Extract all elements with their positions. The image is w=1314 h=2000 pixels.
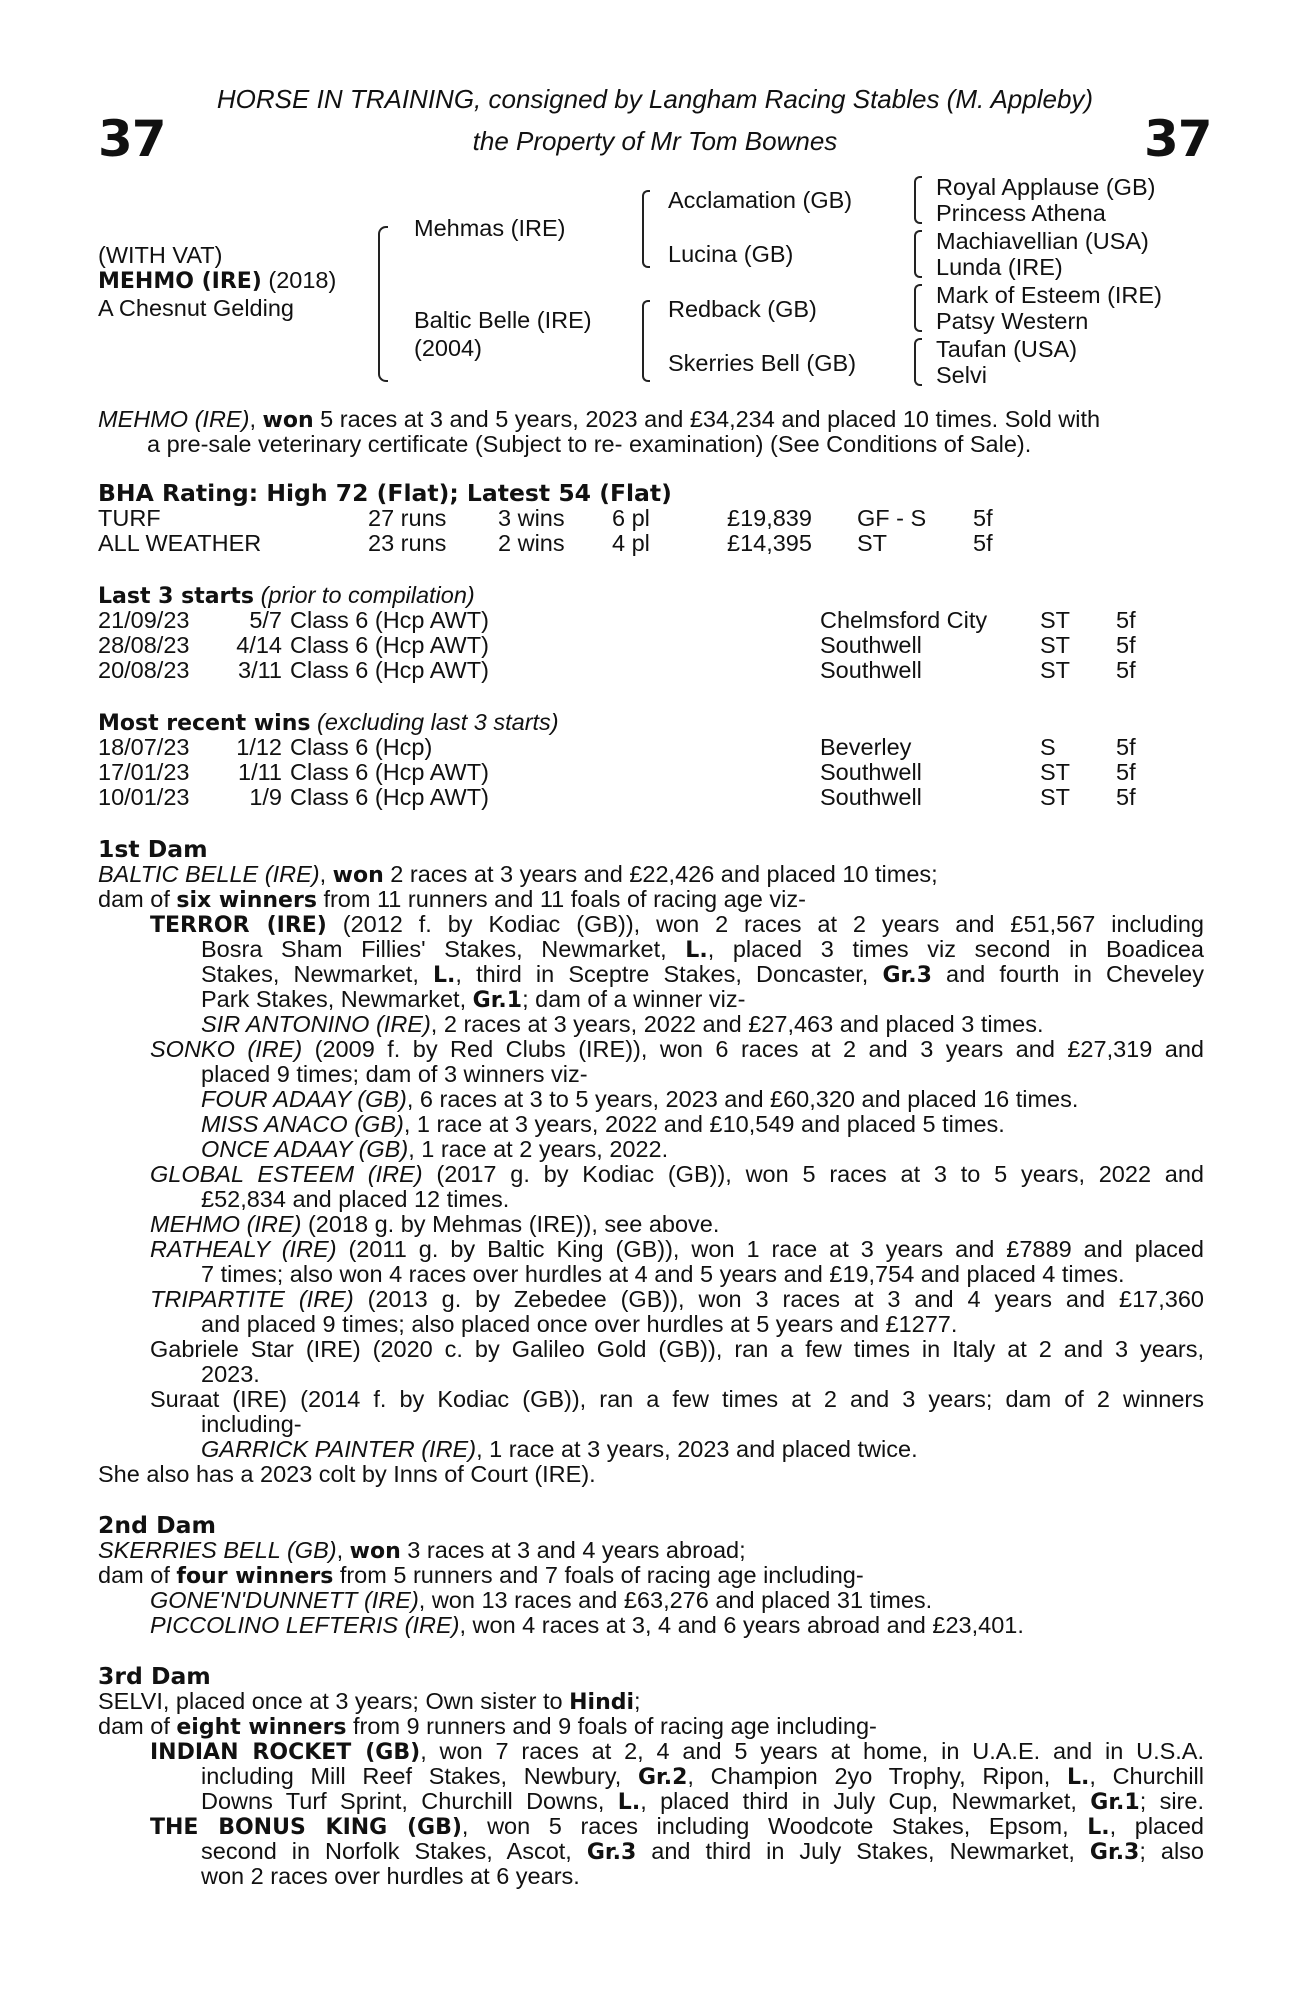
- rating-distance: 5f: [973, 505, 993, 531]
- recent-heading-line: [98, 710, 559, 737]
- property-line: the Property of Mr Tom Bownes: [472, 126, 838, 156]
- pedigree-g3: Machiavellian (USA): [936, 228, 1149, 254]
- bonus-king-line-3: won 2 races over hurdles at 6 years.: [201, 1863, 580, 1889]
- sonko-line-2: placed 9 times; dam of 3 winners viz-: [201, 1061, 588, 1087]
- pedigree-brace-5: [914, 230, 922, 278]
- race-position: 5/7: [249, 607, 282, 633]
- text: dam of: [98, 1562, 177, 1588]
- rating-going: ST: [857, 530, 888, 556]
- text: , won 5 races including Woodcote Stakes, Epsom,: [461, 1813, 1088, 1839]
- race-date: 21/09/23: [98, 607, 190, 633]
- won-label: won: [349, 1539, 401, 1564]
- miss-anaco-line: [201, 1112, 1005, 1138]
- race-position: 1/12: [236, 734, 282, 760]
- race-course: Southwell: [820, 759, 922, 785]
- text: second in Norfolk Stakes, Ascot,: [201, 1838, 587, 1864]
- rathealy-line-2: 7 times; also won 4 races over hurdles at 4 and 5 years and £19,754 and placed 4 times.: [201, 1261, 1125, 1287]
- text: (2012 f. by Kodiac (GB)), won 2 races at 2 years and £51,567 including: [326, 911, 1204, 937]
- rating-runs: 23 runs: [368, 530, 447, 556]
- rating-surface: ALL WEATHER: [98, 530, 262, 556]
- recent-note: (excluding last 3 starts): [317, 709, 559, 735]
- race-going: ST: [1040, 632, 1071, 658]
- race-grade: Gr.3: [1089, 1840, 1140, 1865]
- dam-record: 3 races at 3 and 4 years abroad;: [400, 1537, 746, 1563]
- sonko-line-1: [150, 1037, 1204, 1063]
- progeny-name: FOUR ADAAY (GB): [201, 1086, 407, 1112]
- race-class: Class 6 (Hcp AWT): [290, 657, 489, 683]
- text: , 1 race at 3 years, 2023 and placed twice.: [476, 1436, 918, 1462]
- race-grade: Gr.1: [1090, 1790, 1140, 1815]
- pedigree-g1: Royal Applause (GB): [936, 174, 1156, 200]
- suraat-line-1: Suraat (IRE) (2014 f. by Kodiac (GB)), ran a few times at 2 and 3 years; dam of 2 winners: [150, 1386, 1204, 1412]
- progeny-name: TERROR (IRE): [150, 913, 327, 938]
- text: and third in July Stakes, Newmarket,: [636, 1838, 1090, 1864]
- text: , won 4 races at 3, 4 and 6 years abroad and £23,401.: [459, 1612, 1024, 1638]
- pedigree-brace-6: [914, 284, 922, 332]
- four-adaay-line: [201, 1087, 1078, 1113]
- bonus-king-line-2: [201, 1839, 1204, 1866]
- dam2-line-2: [98, 1563, 864, 1590]
- dam3-heading: 3rd Dam: [98, 1662, 211, 1690]
- pedigree-brace-1: [378, 226, 388, 382]
- rating-placed: 4 pl: [612, 530, 650, 556]
- dam3-line-2: [98, 1714, 877, 1741]
- sir-antonino-line: [201, 1012, 1044, 1038]
- progeny-name: GLOBAL ESTEEM (IRE): [150, 1161, 423, 1187]
- pedigree-g5: Mark of Esteem (IRE): [936, 282, 1162, 308]
- text: (2013 g. by Zebedee (GB)), won 3 races at 3 and 4 years and £17,360: [353, 1286, 1204, 1312]
- global-esteem-line-2: £52,834 and placed 12 times.: [201, 1186, 510, 1212]
- race-class: Class 6 (Hcp AWT): [290, 784, 489, 810]
- pedigree-brace-7: [914, 338, 922, 386]
- pedigree-g4: Lunda (IRE): [936, 254, 1063, 280]
- progeny-name: RATHEALY (IRE): [150, 1236, 337, 1262]
- dam2-heading: 2nd Dam: [98, 1511, 216, 1539]
- pedigree-dam-sire: Redback (GB): [668, 296, 817, 322]
- terror-line-4: [201, 987, 745, 1014]
- text: Park Stakes, Newmarket,: [201, 986, 473, 1012]
- summary-line-1: MEHMO (IRE), won 5 races at 3 and 5 years, 2023 and £34,234 and placed 10 times. Sold with: [98, 406, 1101, 433]
- race-grade: Gr.3: [882, 963, 932, 988]
- progeny-name: INDIAN ROCKET (GB): [150, 1740, 421, 1765]
- race-distance: 5f: [1116, 759, 1136, 785]
- race-position: 3/11: [238, 657, 282, 683]
- sep: ,: [336, 1537, 350, 1563]
- dam1-heading: 1st Dam: [98, 835, 208, 863]
- rating-heading: BHA Rating: High 72 (Flat); Latest 54 (Flat): [98, 479, 672, 507]
- race-distance: 5f: [1116, 632, 1136, 658]
- horse-description: A Chesnut Gelding: [98, 295, 294, 321]
- race-class: Class 6 (Hcp): [290, 734, 433, 760]
- progeny-name: THE BONUS KING (GB): [150, 1815, 462, 1840]
- race-distance: 5f: [1116, 734, 1136, 760]
- gone-n-dunnett-line: [150, 1588, 932, 1614]
- pedigree-dam-dam: Skerries Bell (GB): [668, 350, 857, 376]
- pedigree-g6: Patsy Western: [936, 308, 1089, 334]
- tripartite-line-1: [150, 1287, 1204, 1313]
- text: from 9 runners and 9 foals of racing age including-: [346, 1713, 877, 1739]
- race-grade: L.: [617, 1790, 641, 1815]
- rating-runs: 27 runs: [368, 505, 447, 531]
- dam-name: BALTIC BELLE (IRE): [98, 861, 320, 887]
- vat-note: (WITH VAT): [98, 242, 223, 268]
- sister-name: Hindi: [569, 1690, 635, 1715]
- dam-name: SKERRIES BELL (GB): [98, 1537, 337, 1563]
- text: (2009 f. by Red Clubs (IRE)), won 6 races at 2 and 3 years and £27,319 and: [302, 1036, 1204, 1062]
- pedigree-dam-year: (2004): [414, 335, 482, 361]
- progeny-name: GONE'N'DUNNETT (IRE): [150, 1587, 419, 1613]
- race-class: Class 6 (Hcp AWT): [290, 632, 489, 658]
- pedigree-g2: Princess Athena: [936, 200, 1106, 226]
- text: dam of: [98, 886, 177, 912]
- rating-wins: 3 wins: [498, 505, 565, 531]
- race-grade: L.: [433, 963, 456, 988]
- text: SELVI, placed once at 3 years; Own sister to: [98, 1688, 570, 1714]
- text: , placed 3 times viz second in Boadicea: [707, 936, 1204, 962]
- race-grade: Gr.2: [637, 1765, 688, 1790]
- mehmo-line: [150, 1212, 719, 1238]
- progeny-name: SIR ANTONINO (IRE): [201, 1011, 431, 1037]
- recent-heading: Most recent wins: [98, 711, 311, 736]
- pedigree-sire-dam: Lucina (GB): [668, 241, 794, 267]
- race-going: ST: [1040, 607, 1071, 633]
- text: , placed: [1109, 1813, 1205, 1839]
- race-course: Chelmsford City: [820, 607, 988, 633]
- dam1-line-1: [98, 862, 938, 889]
- text: (2011 g. by Baltic King (GB)), won 1 race at 3 years and £7889 and placed: [336, 1236, 1204, 1262]
- indian-rocket-line-2: [201, 1764, 1204, 1791]
- progeny-name: TRIPARTITE (IRE): [150, 1286, 354, 1312]
- text: , third in Sceptre Stakes, Doncaster,: [455, 961, 883, 987]
- text: , 1 race at 2 years, 2022.: [408, 1136, 669, 1162]
- text: from 11 runners and 11 foals of racing age viz-: [316, 886, 806, 912]
- text: , won 7 races at 2, 4 and 5 years at home, in U.A.E. and in U.S.A.: [420, 1738, 1205, 1764]
- terror-line-2: [201, 937, 1204, 964]
- race-course: Beverley: [820, 734, 912, 760]
- horse-year: (2018): [268, 267, 337, 293]
- terror-line-1: [150, 912, 1204, 939]
- pedigree-dam: Baltic Belle (IRE): [414, 307, 592, 333]
- text: , won 13 races and £63,276 and placed 31 times.: [418, 1587, 933, 1613]
- summary-name: MEHMO (IRE): [98, 406, 250, 432]
- race-date: 17/01/23: [98, 759, 190, 785]
- suraat-line-2: including-: [201, 1411, 302, 1437]
- progeny-name: PICCOLINO LEFTERIS (IRE): [150, 1612, 460, 1638]
- race-position: 4/14: [236, 632, 282, 658]
- race-position: 1/11: [238, 759, 282, 785]
- race-going: ST: [1040, 657, 1071, 683]
- progeny-name: SONKO (IRE): [150, 1036, 303, 1062]
- rating-distance: 5f: [973, 530, 993, 556]
- horse-name: MEHMO (IRE): [98, 269, 262, 294]
- text: (2017 g. by Kodiac (GB)), won 5 races at 3 to 5 years, 2022 and: [422, 1161, 1204, 1187]
- garrick-line: [201, 1437, 918, 1463]
- piccolino-line: [150, 1613, 1024, 1639]
- dam1-also-line: She also has a 2023 colt by Inns of Court (IRE).: [98, 1461, 596, 1487]
- pedigree-sire-sire: Acclamation (GB): [668, 187, 853, 213]
- text: , 6 races at 3 to 5 years, 2023 and £60,320 and placed 16 times.: [406, 1086, 1079, 1112]
- rathealy-line-1: [150, 1237, 1204, 1263]
- text: Downs Turf Sprint, Churchill Downs,: [201, 1788, 618, 1814]
- sep: ,: [319, 861, 333, 887]
- once-adaay-line: [201, 1137, 668, 1163]
- text: , Champion 2yo Trophy, Ripon,: [687, 1763, 1067, 1789]
- lot-number-left: 37: [98, 110, 166, 168]
- text: , 1 race at 3 years, 2022 and £10,549 and placed 5 times.: [403, 1111, 1005, 1137]
- pedigree-brace-2: [642, 190, 650, 268]
- race-course: Southwell: [820, 657, 922, 683]
- race-going: ST: [1040, 784, 1071, 810]
- progeny-name: MEHMO (IRE): [150, 1211, 302, 1237]
- rating-surface: TURF: [98, 505, 161, 531]
- text: , Churchill: [1089, 1763, 1204, 1789]
- race-class: Class 6 (Hcp AWT): [290, 759, 489, 785]
- race-date: 10/01/23: [98, 784, 190, 810]
- gabriele-line-1: Gabriele Star (IRE) (2020 c. by Galileo Gold (GB)), ran a few times in Italy at 2 and 3 years,: [150, 1336, 1204, 1362]
- pedigree-brace-4: [914, 176, 922, 224]
- winners-count: six winners: [176, 888, 317, 913]
- text: and fourth in Cheveley: [931, 961, 1204, 987]
- race-going: ST: [1040, 759, 1071, 785]
- indian-rocket-line-3: [201, 1789, 1204, 1816]
- race-grade: Gr.1: [472, 988, 523, 1013]
- progeny-name: MISS ANACO (GB): [201, 1111, 404, 1137]
- text: Stakes, Newmarket,: [201, 961, 434, 987]
- dam-record: 2 races at 3 years and £22,426 and placed 10 times;: [383, 861, 938, 887]
- last3-note: (prior to compilation): [260, 582, 475, 608]
- indian-rocket-line-1: [150, 1739, 1204, 1766]
- horse-title: [98, 268, 336, 295]
- pedigree-g8: Selvi: [936, 362, 987, 388]
- race-distance: 5f: [1116, 657, 1136, 683]
- summary-won: won: [262, 408, 314, 433]
- race-date: 28/08/23: [98, 632, 190, 658]
- dam1-line-2: [98, 887, 806, 914]
- race-grade: L.: [1066, 1765, 1090, 1790]
- terror-line-3: [201, 962, 1204, 989]
- text: dam of: [98, 1713, 177, 1739]
- rating-prize: £14,395: [727, 530, 812, 556]
- race-distance: 5f: [1116, 784, 1136, 810]
- last3-heading-line: [98, 583, 475, 610]
- race-position: 1/9: [249, 784, 282, 810]
- pedigree-g7: Taufan (USA): [936, 336, 1078, 362]
- global-esteem-line-1: [150, 1162, 1204, 1188]
- rating-prize: £19,839: [727, 505, 812, 531]
- text: from 5 runners and 7 foals of racing age including-: [333, 1562, 864, 1588]
- progeny-name: ONCE ADAAY (GB): [201, 1136, 409, 1162]
- won-label: won: [332, 863, 384, 888]
- text: ; sire.: [1139, 1788, 1204, 1814]
- race-going: S: [1040, 734, 1056, 760]
- dam3-line-1: [98, 1689, 641, 1716]
- race-class: Class 6 (Hcp AWT): [290, 607, 489, 633]
- last3-heading: Last 3 starts: [98, 584, 255, 609]
- rating-wins: 2 wins: [498, 530, 565, 556]
- race-date: 20/08/23: [98, 657, 190, 683]
- winners-count: four winners: [176, 1564, 334, 1589]
- rating-going: GF - S: [857, 505, 927, 531]
- race-grade: L.: [1087, 1815, 1110, 1840]
- race-grade: Gr.3: [586, 1840, 637, 1865]
- dam2-line-1: [98, 1538, 746, 1565]
- text: ; also: [1139, 1838, 1204, 1864]
- bonus-king-line-1: [150, 1814, 1204, 1841]
- race-course: Southwell: [820, 632, 922, 658]
- consignor-line: HORSE IN TRAINING, consigned by Langham Racing Stables (M. Appleby): [216, 84, 1094, 114]
- text: , 2 races at 3 years, 2022 and £27,463 and placed 3 times.: [430, 1011, 1044, 1037]
- race-distance: 5f: [1116, 607, 1136, 633]
- race-grade: L.: [685, 938, 708, 963]
- summary-text-1: 5 races at 3 and 5 years, 2023 and £34,234 and placed 10 times. Sold with: [313, 406, 1101, 432]
- gabriele-line-2: 2023.: [201, 1361, 260, 1387]
- text: ; dam of a winner viz-: [522, 986, 746, 1012]
- text: , placed third in July Cup, Newmarket,: [640, 1788, 1091, 1814]
- pedigree-brace-3: [642, 300, 650, 382]
- race-date: 18/07/23: [98, 734, 190, 760]
- lot-number-right: 37: [1144, 110, 1212, 168]
- summary-line-2: a pre-sale veterinary certificate (Subject to re- examination) (See Conditions of Sale).: [147, 431, 1032, 457]
- pedigree-sire: Mehmas (IRE): [414, 215, 566, 241]
- rating-placed: 6 pl: [612, 505, 650, 531]
- text: including Mill Reef Stakes, Newbury,: [201, 1763, 638, 1789]
- winners-count: eight winners: [176, 1715, 347, 1740]
- race-course: Southwell: [820, 784, 922, 810]
- progeny-name: GARRICK PAINTER (IRE): [201, 1436, 477, 1462]
- text: Bosra Sham Fillies' Stakes, Newmarket,: [201, 936, 686, 962]
- text: (2018 g. by Mehmas (IRE)), see above.: [301, 1211, 720, 1237]
- tripartite-line-2: and placed 9 times; also placed once over hurdles at 5 years and £1277.: [201, 1311, 958, 1337]
- text: ;: [634, 1688, 641, 1714]
